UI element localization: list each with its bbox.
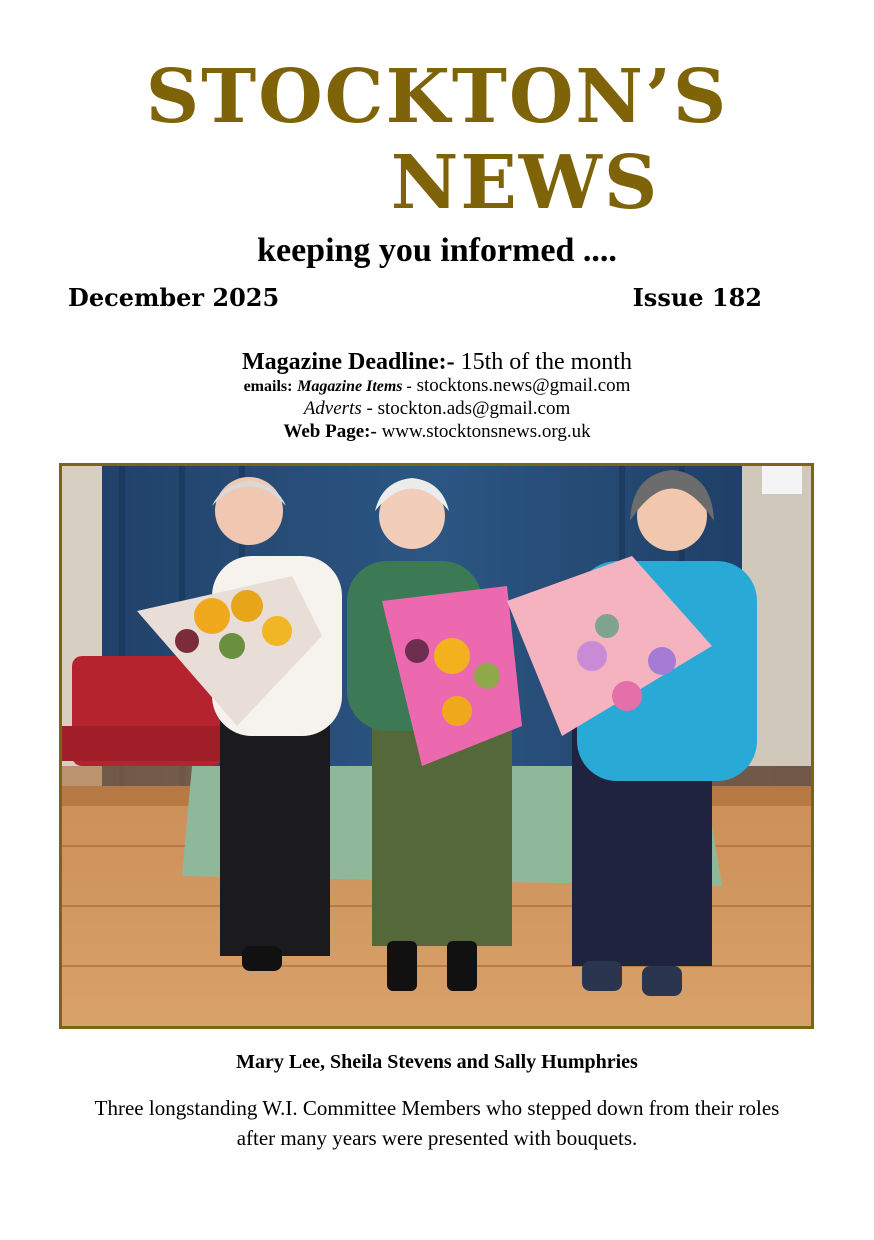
issue-number: Issue 182 (632, 283, 762, 312)
magazine-items-email[interactable]: stocktons.news@gmail.com (416, 375, 631, 396)
deadline-label: Magazine Deadline:- (242, 349, 455, 375)
adverts-email[interactable]: - stockton.ads@gmail.com (366, 398, 571, 419)
masthead-title-line2: NEWS (390, 140, 660, 226)
issue-date: December 2025 (68, 283, 280, 312)
emails-line (0, 376, 874, 395)
photo-description: Three longstanding W.I. Committee Members who stepped down from their roles after many years were presented with bouquets. (94, 1096, 780, 1150)
tagline: keeping you informed .... (257, 232, 617, 269)
web-url[interactable]: www.stocktonsnews.org.uk (381, 421, 591, 442)
magazine-items-label: Magazine Items - (297, 378, 412, 395)
adverts-line (0, 399, 874, 418)
masthead-title-line1: STOCKTON’S (145, 54, 729, 140)
photo-caption: Mary Lee, Sheila Stevens and Sally Humphries (236, 1051, 638, 1073)
deadline-value: 15th of the month (460, 349, 632, 375)
emails-label: emails: (243, 378, 293, 395)
web-line (0, 422, 874, 441)
web-label: Web Page:- (283, 421, 377, 442)
cover-photo (59, 463, 814, 1029)
deadline-line (0, 350, 874, 374)
cover-photo-illustration (62, 466, 811, 1026)
adverts-label: Adverts (303, 398, 362, 419)
